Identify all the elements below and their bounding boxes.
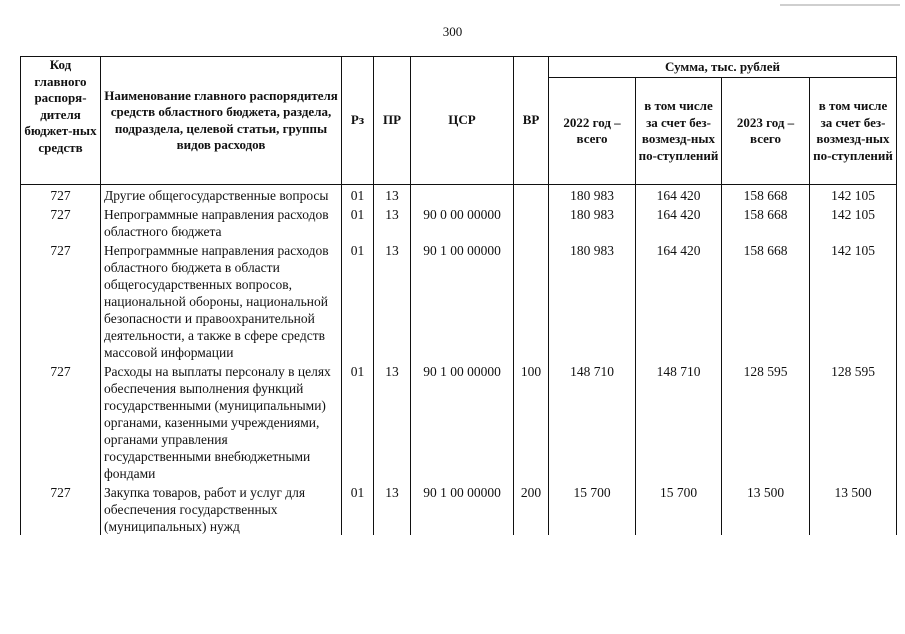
table-row — [21, 482, 897, 535]
table-header — [21, 57, 897, 185]
header-2022-total: 2022 год – всего — [549, 78, 636, 185]
cell-2022-free: 164 420 — [636, 204, 722, 240]
cell-rz: 01 — [342, 482, 374, 535]
header-2023-total: 2023 год – всего — [722, 78, 810, 185]
cell-rz: 01 — [342, 204, 374, 240]
cell-code: 727 — [21, 185, 101, 205]
cell-2022-free: 164 420 — [636, 185, 722, 205]
cell-csr: 90 1 00 00000 — [411, 361, 514, 482]
cell-pr: 13 — [374, 204, 411, 240]
cell-2023-total: 158 668 — [722, 240, 810, 361]
scan-artifact-line — [780, 4, 900, 6]
cell-2022-free: 15 700 — [636, 482, 722, 535]
header-code: Код главного распоря-дителя бюджет-ных средств — [21, 57, 101, 185]
table-row — [21, 204, 897, 240]
cell-vr — [514, 204, 549, 240]
cell-rz: 01 — [342, 361, 374, 482]
budget-table — [20, 56, 897, 535]
table-body — [21, 185, 897, 536]
cell-vr: 100 — [514, 361, 549, 482]
cell-rz: 01 — [342, 185, 374, 205]
header-vr: ВР — [514, 57, 549, 185]
cell-rz: 01 — [342, 240, 374, 361]
cell-vr — [514, 185, 549, 205]
cell-pr: 13 — [374, 361, 411, 482]
cell-vr: 200 — [514, 482, 549, 535]
cell-name: Закупка товаров, работ и услуг для обеспечения государственных (муниципальных) нужд — [101, 482, 342, 535]
cell-code: 727 — [21, 361, 101, 482]
header-csr: ЦСР — [411, 57, 514, 185]
header-name: Наименование главного распорядителя средств областного бюджета, раздела, подраздела, целевой статьи, группы видов расходов — [101, 57, 342, 185]
header-pr: ПР — [374, 57, 411, 185]
header-2023-free: в том числе за счет без-возмезд-ных по-ступлений — [810, 78, 897, 185]
cell-2023-total: 13 500 — [722, 482, 810, 535]
header-rz: Рз — [342, 57, 374, 185]
cell-pr: 13 — [374, 240, 411, 361]
cell-2023-free: 128 595 — [810, 361, 897, 482]
cell-2023-free: 142 105 — [810, 240, 897, 361]
cell-csr: 90 1 00 00000 — [411, 482, 514, 535]
cell-2022-total: 15 700 — [549, 482, 636, 535]
header-sum-group: Сумма, тыс. рублей — [549, 57, 897, 78]
cell-2022-total: 148 710 — [549, 361, 636, 482]
cell-2023-total: 158 668 — [722, 204, 810, 240]
cell-name: Непрограммные направления расходов областного бюджета — [101, 204, 342, 240]
cell-csr: 90 1 00 00000 — [411, 240, 514, 361]
cell-2022-total: 180 983 — [549, 185, 636, 205]
cell-2023-total: 128 595 — [722, 361, 810, 482]
cell-name: Непрограммные направления расходов областного бюджета в области общегосударственных вопросов, национальной обороны, национальной безопасности и правоохранительной деятельности, а также в сфере средств массовой информации — [101, 240, 342, 361]
cell-code: 727 — [21, 204, 101, 240]
cell-2023-free: 142 105 — [810, 185, 897, 205]
cell-pr: 13 — [374, 185, 411, 205]
table-row — [21, 185, 897, 205]
cell-2023-free: 142 105 — [810, 204, 897, 240]
cell-2023-free: 13 500 — [810, 482, 897, 535]
table-row — [21, 240, 897, 361]
cell-vr — [514, 240, 549, 361]
cell-code: 727 — [21, 240, 101, 361]
cell-2023-total: 158 668 — [722, 185, 810, 205]
cell-2022-free: 164 420 — [636, 240, 722, 361]
header-2022-free: в том числе за счет без-возмезд-ных по-ступлений — [636, 78, 722, 185]
cell-2022-total: 180 983 — [549, 240, 636, 361]
table-row — [21, 361, 897, 482]
cell-name: Расходы на выплаты персоналу в целях обеспечения выполнения функций государственными (муниципальными) органами, казенными учреждениями, органами управления государственными внебюджетными фондами — [101, 361, 342, 482]
cell-pr: 13 — [374, 482, 411, 535]
cell-csr: 90 0 00 00000 — [411, 204, 514, 240]
page-number: 300 — [442, 24, 463, 39]
cell-2022-total: 180 983 — [549, 204, 636, 240]
cell-2022-free: 148 710 — [636, 361, 722, 482]
cell-code: 727 — [21, 482, 101, 535]
cell-name: Другие общегосударственные вопросы — [101, 185, 342, 205]
cell-csr — [411, 185, 514, 205]
